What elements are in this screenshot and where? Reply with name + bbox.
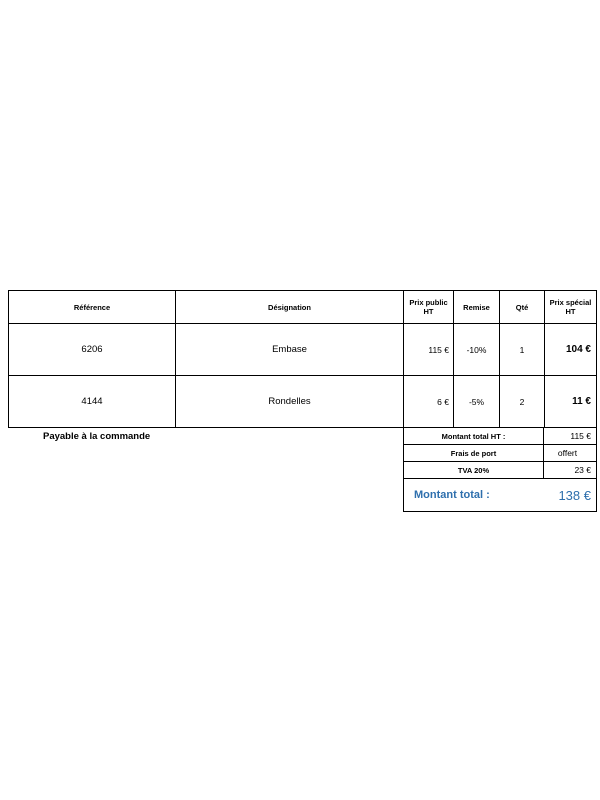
header-special-price: Prix spécial HT [545,291,597,324]
cell-discount: -5% [454,376,500,428]
grand-total-row [404,479,597,512]
grand-total-value: 138 € [544,479,597,512]
order-lines-table [8,290,597,428]
cell-quantity: 2 [500,376,545,428]
cell-quantity: 1 [500,324,545,376]
header-public-price: Prix public HT [404,291,454,324]
shipping-label: Frais de port [404,445,544,462]
cell-public-price: 6 € [404,376,454,428]
shipping-row [404,445,597,462]
cell-special-price: 104 € [545,324,597,376]
header-quantity: Qté [500,291,545,324]
header-discount: Remise [454,291,500,324]
cell-special-price: 11 € [545,376,597,428]
cell-designation: Rondelles [176,376,404,428]
cell-reference: 6206 [9,324,176,376]
subtotal-row [404,428,597,445]
table-header-row [9,291,597,324]
vat-value: 23 € [544,462,597,479]
cell-reference: 4144 [9,376,176,428]
payment-note: Payable à la commande [43,431,151,442]
header-designation: Désignation [176,291,404,324]
cell-public-price: 115 € [404,324,454,376]
table-row [9,376,597,428]
vat-label: TVA 20% [404,462,544,479]
shipping-value: offert [544,445,597,462]
header-reference: Référence [9,291,176,324]
cell-designation: Embase [176,324,404,376]
subtotal-label: Montant total HT : [404,428,544,445]
table-row [9,324,597,376]
totals-table [403,427,597,512]
grand-total-label: Montant total : [404,479,544,512]
cell-discount: -10% [454,324,500,376]
subtotal-value: 115 € [544,428,597,445]
vat-row [404,462,597,479]
